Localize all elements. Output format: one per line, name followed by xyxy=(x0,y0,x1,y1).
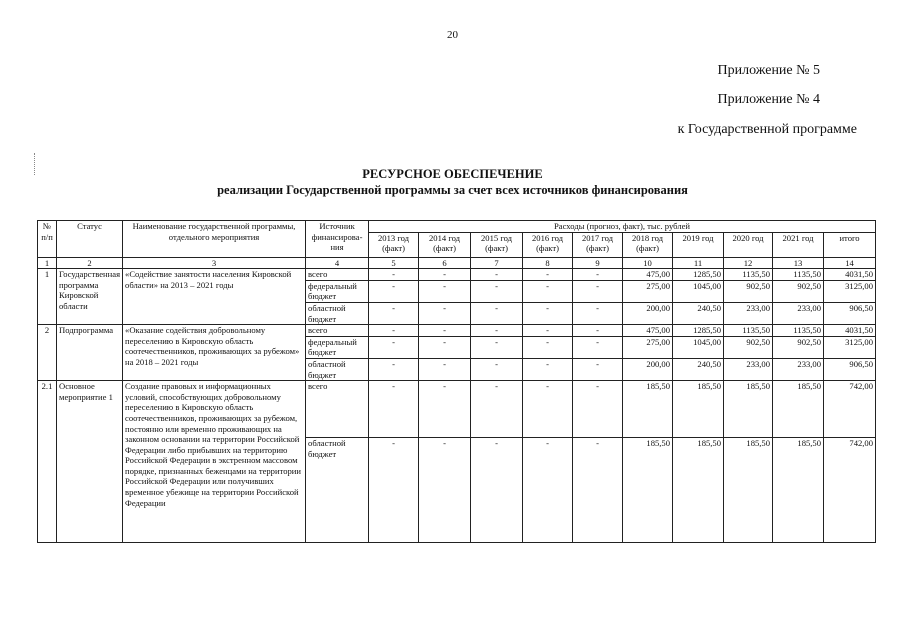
row-value: - xyxy=(471,381,523,438)
row-value: 185,50 xyxy=(724,438,773,543)
row-value: 1045,00 xyxy=(673,336,724,358)
row-value: 233,00 xyxy=(773,302,824,324)
header-year: 2014 год (факт) xyxy=(419,232,471,257)
row-value: - xyxy=(523,358,573,380)
row-value: - xyxy=(523,438,573,543)
row-value: - xyxy=(471,280,523,302)
column-index: 2 xyxy=(57,257,123,269)
row-value: 200,00 xyxy=(623,302,673,324)
row-source: всего xyxy=(306,325,369,337)
column-index: 5 xyxy=(369,257,419,269)
row-value: - xyxy=(419,302,471,324)
header-year: 2019 год xyxy=(673,232,724,257)
row-source: областной бюджет xyxy=(306,302,369,324)
row-value: - xyxy=(471,302,523,324)
row-value: 185,50 xyxy=(724,381,773,438)
appendix-line-1: Приложение № 5 xyxy=(717,63,820,78)
header-source: Источник финансирова-ния xyxy=(306,221,369,258)
row-value: - xyxy=(573,381,623,438)
row-value: - xyxy=(369,438,419,543)
header-year: 2020 год xyxy=(724,232,773,257)
row-value: 902,50 xyxy=(773,280,824,302)
column-index-row xyxy=(38,257,876,269)
row-value: 902,50 xyxy=(724,336,773,358)
column-index: 13 xyxy=(773,257,824,269)
row-value: 742,00 xyxy=(824,438,876,543)
row-name: «Содействие занятости населения Кировской области» на 2013 – 2021 годы xyxy=(123,269,306,325)
row-value: 185,50 xyxy=(623,438,673,543)
document-subtitle: реализации Государственной программы за счет всех источников финансирования xyxy=(217,183,688,197)
row-value: 275,00 xyxy=(623,336,673,358)
row-value: 4031,50 xyxy=(824,269,876,281)
row-value: 906,50 xyxy=(824,358,876,380)
row-value: - xyxy=(523,280,573,302)
row-value: - xyxy=(419,325,471,337)
column-index: 3 xyxy=(123,257,306,269)
row-name: Создание правовых и информационных условий, способствующих добровольному переселению в Кировскую область соотечественников, проживающих за рубежом, постоянно или временно проживающих на законном основании на территории Российской Федерации либо прибывших на территорию Российской Федерации в экстренном массовом порядке, признанных беженцами на территории Российской Федерации или получивших временное убежище на территории Российской Федерации xyxy=(123,381,306,543)
header-year: 2016 год (факт) xyxy=(523,232,573,257)
column-index: 4 xyxy=(306,257,369,269)
row-source: областной бюджет xyxy=(306,438,369,543)
row-value: 1135,50 xyxy=(724,325,773,337)
row-value: - xyxy=(419,438,471,543)
column-index: 12 xyxy=(724,257,773,269)
row-source: областной бюджет xyxy=(306,358,369,380)
row-value: 185,50 xyxy=(673,438,724,543)
row-value: - xyxy=(419,280,471,302)
appendix-line-2: Приложение № 4 xyxy=(717,92,820,107)
row-value: 233,00 xyxy=(724,358,773,380)
row-value: - xyxy=(369,336,419,358)
row-value: - xyxy=(573,358,623,380)
page-number: 20 xyxy=(447,29,458,41)
row-value: 185,50 xyxy=(773,438,824,543)
header-status: Статус xyxy=(57,221,123,258)
column-index: 6 xyxy=(419,257,471,269)
row-value: 233,00 xyxy=(724,302,773,324)
header-expenses: Расходы (прогноз, факт), тыс. рублей xyxy=(369,221,876,233)
column-index: 7 xyxy=(471,257,523,269)
row-value: 233,00 xyxy=(773,358,824,380)
row-source: всего xyxy=(306,269,369,281)
row-value: 902,50 xyxy=(773,336,824,358)
row-value: - xyxy=(523,269,573,281)
appendix-line-3: к Государственной программе xyxy=(677,122,857,137)
row-value: - xyxy=(419,336,471,358)
row-number: 2.1 xyxy=(38,381,57,543)
header-year: 2015 год (факт) xyxy=(471,232,523,257)
header-year: 2021 год xyxy=(773,232,824,257)
row-value: - xyxy=(471,358,523,380)
row-value: 1135,50 xyxy=(773,325,824,337)
row-value: 240,50 xyxy=(673,358,724,380)
column-index: 11 xyxy=(673,257,724,269)
row-value: 475,00 xyxy=(623,269,673,281)
row-value: - xyxy=(573,325,623,337)
row-value: - xyxy=(369,280,419,302)
row-value: - xyxy=(369,269,419,281)
row-value: - xyxy=(369,358,419,380)
row-value: 275,00 xyxy=(623,280,673,302)
header-year: итого xyxy=(824,232,876,257)
column-index: 8 xyxy=(523,257,573,269)
header-name: Наименование государственной программы, отдельного мероприятия xyxy=(123,221,306,258)
row-value: - xyxy=(419,269,471,281)
header-year: 2017 год (факт) xyxy=(573,232,623,257)
row-source: федеральный бюджет xyxy=(306,280,369,302)
row-value: - xyxy=(573,269,623,281)
table-row xyxy=(38,325,876,337)
row-value: - xyxy=(471,269,523,281)
row-number: 2 xyxy=(38,325,57,381)
row-value: 1135,50 xyxy=(773,269,824,281)
column-index: 14 xyxy=(824,257,876,269)
row-value: - xyxy=(369,325,419,337)
row-value: - xyxy=(523,302,573,324)
row-value: 4031,50 xyxy=(824,325,876,337)
row-status: Подпрограмма xyxy=(57,325,123,381)
row-value: - xyxy=(419,381,471,438)
row-value: 742,00 xyxy=(824,381,876,438)
header-row xyxy=(38,221,876,233)
row-value: 475,00 xyxy=(623,325,673,337)
row-value: 200,00 xyxy=(623,358,673,380)
header-num: № п/п xyxy=(38,221,57,258)
column-index: 1 xyxy=(38,257,57,269)
row-value: - xyxy=(523,381,573,438)
table-row xyxy=(38,381,876,438)
column-index: 9 xyxy=(573,257,623,269)
row-value: 906,50 xyxy=(824,302,876,324)
column-index: 10 xyxy=(623,257,673,269)
row-value: 3125,00 xyxy=(824,336,876,358)
row-value: - xyxy=(573,302,623,324)
row-source: всего xyxy=(306,381,369,438)
row-value: - xyxy=(471,336,523,358)
row-status: Государственная программа Кировской области xyxy=(57,269,123,325)
row-value: - xyxy=(523,336,573,358)
resource-table xyxy=(37,220,876,543)
row-number: 1 xyxy=(38,269,57,325)
row-name: «Оказание содействия добровольному переселению в Кировскую область соотечественников, проживающих за рубежом» на 2018 – 2021 годы xyxy=(123,325,306,381)
row-value: 185,50 xyxy=(773,381,824,438)
row-value: 185,50 xyxy=(673,381,724,438)
row-value: - xyxy=(419,358,471,380)
row-value: 902,50 xyxy=(724,280,773,302)
document-title: РЕСУРСНОЕ ОБЕСПЕЧЕНИЕ xyxy=(362,167,543,181)
row-value: 1285,50 xyxy=(673,325,724,337)
row-source: федеральный бюджет xyxy=(306,336,369,358)
row-status: Основное мероприятие 1 xyxy=(57,381,123,543)
row-value: 1135,50 xyxy=(724,269,773,281)
row-value: 1045,00 xyxy=(673,280,724,302)
header-year: 2013 год (факт) xyxy=(369,232,419,257)
table-row xyxy=(38,269,876,281)
row-value: - xyxy=(369,302,419,324)
row-value: - xyxy=(471,325,523,337)
row-value: 240,50 xyxy=(673,302,724,324)
row-value: - xyxy=(573,280,623,302)
row-value: 3125,00 xyxy=(824,280,876,302)
row-value: - xyxy=(471,438,523,543)
header-year: 2018 год (факт) xyxy=(623,232,673,257)
row-value: 185,50 xyxy=(623,381,673,438)
row-value: - xyxy=(573,336,623,358)
row-value: - xyxy=(573,438,623,543)
row-value: - xyxy=(523,325,573,337)
row-value: - xyxy=(369,381,419,438)
row-value: 1285,50 xyxy=(673,269,724,281)
